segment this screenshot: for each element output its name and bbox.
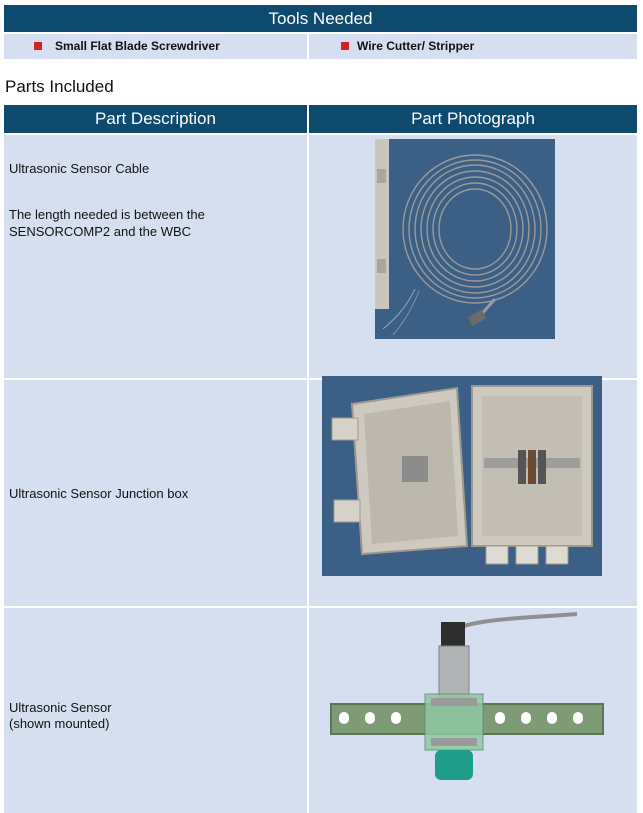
part-note: (shown mounted) xyxy=(9,716,110,731)
part-note: The length needed is between the xyxy=(9,207,205,222)
junction-box-photo xyxy=(322,376,602,576)
tool-label: Small Flat Blade Screwdriver xyxy=(55,39,220,53)
part-name: Ultrasonic Sensor Junction box xyxy=(9,486,189,501)
part-description-cell xyxy=(4,135,307,378)
tools-needed-header: Tools Needed xyxy=(4,5,637,32)
table-row xyxy=(4,135,637,378)
parts-table-header xyxy=(4,105,637,133)
part-photograph-cell xyxy=(309,135,637,378)
part-photograph-header: Part Photograph xyxy=(309,105,637,133)
part-description-cell xyxy=(4,608,307,813)
tool-label: Wire Cutter/ Stripper xyxy=(357,39,475,53)
part-note: SENSORCOMP2 and the WBC xyxy=(9,224,192,239)
parts-included-title: Parts Included xyxy=(5,77,114,96)
table-row xyxy=(4,608,637,813)
part-photograph-cell xyxy=(309,608,637,813)
part-photograph-cell xyxy=(309,380,637,606)
part-name: Ultrasonic Sensor Cable xyxy=(9,161,150,176)
tool-item xyxy=(4,34,307,59)
tools-row xyxy=(4,34,637,59)
red-bullet-icon xyxy=(341,42,349,50)
part-description-cell xyxy=(4,380,307,606)
part-name: Ultrasonic Sensor xyxy=(9,700,112,715)
ultrasonic-sensor-photo xyxy=(327,610,607,788)
red-bullet-icon xyxy=(34,42,42,50)
table-row xyxy=(4,380,637,606)
sensor-cable-photo xyxy=(375,139,555,339)
part-description-header: Part Description xyxy=(4,105,307,133)
tool-item xyxy=(309,34,637,59)
